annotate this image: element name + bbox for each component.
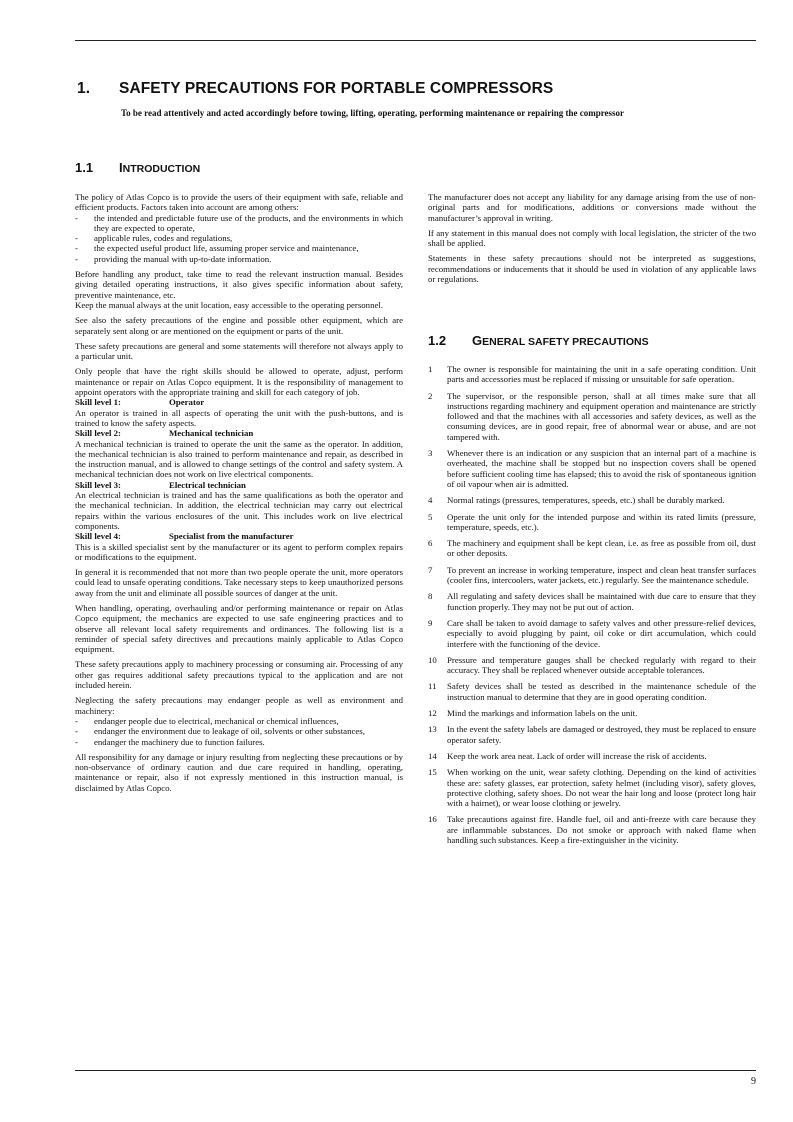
section-heading	[77, 80, 553, 98]
skill-level-heading: Skill level 2: Mechanical technician	[75, 428, 254, 439]
left-column	[75, 192, 403, 798]
product-factor-list	[75, 213, 403, 264]
list-item: - endanger the environment due to leakage of oil, solvents or other substances,	[75, 726, 365, 737]
section-title: SAFETY PRECAUTIONS FOR PORTABLE COMPRESSORS	[119, 80, 554, 97]
precaution-item: 7 To prevent an increase in working temperature, inspect and clean heat transfer surfaces (cooler fins, intercoolers, water jackets, etc.) regularly. See the maintenance schedule.	[428, 564, 756, 586]
intro-paragraph: If any statement in this manual does not comply with local legislation, the stricter of the two shall be applied.	[428, 227, 756, 249]
intro-heading	[75, 160, 200, 175]
skill-level-heading: Skill level 4: Specialist from the manufacturer	[75, 531, 294, 542]
skill-level-heading: Skill level 3: Electrical technician	[75, 479, 246, 490]
list-item: - applicable rules, codes and regulations,	[75, 233, 233, 244]
skill-level-text: An electrical technician is trained and has the same qualifications as both the operator and the mechanical technician. In addition, the electrical technician may carry out electrical repairs within the various enclosures of the unit. This includes work on live electrical components.	[75, 490, 403, 531]
intro-paragraph: In general it is recommended that not more than two people operate the unit, more operators could lead to unsafe operating conditions. Take necessary steps to keep unauthorized persons away from the unit and eliminate all possible sources of danger at the unit.	[75, 567, 403, 598]
list-item: - endanger the machinery due to function failures.	[75, 736, 265, 747]
intro-paragraph: Before handling any product, take time to read the relevant instruction manual. Besides giving detailed operating instructions, it also gives specific information about safety, preventive maintenance, etc.	[75, 269, 403, 300]
intro-paragraph: These safety precautions are general and some statements will therefore not always apply to a particular unit.	[75, 340, 403, 362]
intro-paragraph: Neglecting the safety precautions may endanger people as well as environment and machinery:	[75, 695, 403, 716]
intro-number: 1.1	[75, 160, 94, 175]
intro-paragraph: All responsibility for any damage or injury resulting from neglecting these precautions or by non-observance of ordinary caution and due care required in handling, operating, maintenance or repair, also if not expressly mentioned in this instruction manual, is disclaimed by Atlas Copco.	[75, 751, 403, 793]
precaution-item: 5 Operate the unit only for the intended purpose and within its rated limits (pressure, temperature, speeds, etc.).	[428, 511, 756, 532]
precaution-item: 8 All regulating and safety devices shall be maintained with due care to ensure that they function properly. They may not be put out of action.	[428, 591, 756, 612]
intro-paragraph: Keep the manual always at the unit location, easy accessible to the operating personnel.	[75, 299, 384, 310]
page-number: 9	[751, 1076, 756, 1087]
general-precautions-list	[428, 364, 756, 851]
intro-paragraph: Statements in these safety precautions should not be interpreted as suggestions, recommendations or inducements that it should be used in violation of any applicable laws or regulations.	[428, 253, 756, 285]
precaution-item: 4 Normal ratings (pressures, temperatures, speeds, etc.) shall be durably marked.	[428, 495, 725, 506]
intro-paragraph: Only people that have the right skills should be allowed to operate, adjust, perform maintenance or repair on Atlas Copco equipment. It is the responsibility of management to appoint operators with the appropriate training and skill for each category of job.	[75, 366, 403, 398]
intro-paragraph: These safety precautions apply to machinery processing or consuming air. Processing of any other gas requires additional safety precautions typical to the application and are not included herein.	[75, 659, 403, 691]
list-item: - providing the manual with up-to-date information.	[75, 253, 272, 264]
intro-title-rest: NTRODUCTION	[122, 163, 201, 175]
intro-paragraph: When handling, operating, overhauling and/or performing maintenance or repair on Atlas Copco equipment, the mechanics are expected to use safe engineering practices and to observe all relevant local safety requirements and ordinances. The following list is a reminder of special safety directives and precautions mainly applicable to Atlas Copco equipment.	[75, 602, 403, 655]
precaution-item: 9 Care shall be taken to avoid damage to safety valves and other pressure-relief devices, especially to avoid plugging by paint, oil coke or dirt accumulation, which could interfere with the functioning of the device.	[428, 617, 756, 649]
list-item: - the expected useful product life, assuming proper service and maintenance,	[75, 243, 359, 254]
precaution-item: 10 Pressure and temperature gauges shall be checked regularly with regard to their accuracy. They shall be replaced whenever outside acceptable tolerances.	[428, 654, 756, 676]
intro-paragraph: The manufacturer does not accept any liability for any damage arising from the use of non-original parts and for modifications, additions or conversions made without the manufacturer’s approval in writing.	[428, 192, 756, 223]
general-heading	[428, 333, 649, 348]
list-item: - the intended and predictable future use of the products, and the environments in which they are expected to operate,	[75, 212, 403, 233]
skill-level-text: An operator is trained in all aspects of operating the unit with the push-buttons, and is trained to know the safety aspects.	[75, 407, 403, 428]
precaution-item: 3 Whenever there is an indication or any suspicion that an internal part of a machine is overheated, the machine shall be stopped but no inspection covers shall be opened before sufficient cooling time has elapsed; this to avoid the risk of spontaneous ignition of oil vapour when air is admitted.	[428, 448, 756, 489]
intro-title-first: I	[119, 160, 123, 175]
precaution-item: 2 The supervisor, or the responsible person, shall at all times make sure that all instructions regarding machinery and equipment operation and maintenance are strictly followed and that the machines with all accessories and safety devices, as well as the consuming devices, are in good repair, free of abnormal wear or abuse, and are not tampered with.	[428, 390, 756, 442]
general-number: 1.2	[428, 333, 447, 348]
right-column-intro	[428, 192, 756, 289]
general-title-rest: ENERAL SAFETY PRECAUTIONS	[482, 336, 649, 348]
list-item: - endanger people due to electrical, mechanical or chemical influences,	[75, 715, 339, 726]
precaution-item: 15 When working on the unit, wear safety clothing. Depending on the kind of activities these are: safety glasses, ear protection, safety helmet (including visor), safety gloves, protective clothing, safety shoes. Do not wear the hair long and loose (protect long hair with a hairnet), or wear loose clothing or jewelry.	[428, 767, 756, 809]
skill-level-text: This is a skilled specialist sent by the manufacturer or its agent to perform complex repairs or modifications to the equipment.	[75, 541, 403, 562]
section-subtitle: To be read attentively and acted accordingly before towing, lifting, operating, performing maintenance or repairing the compressor	[121, 108, 625, 118]
endanger-list	[75, 716, 403, 747]
precaution-item: 13 In the event the safety labels are damaged or destroyed, they must be replaced to ensure operator safety.	[428, 724, 756, 745]
precaution-item: 16 Take precautions against fire. Handle fuel, oil and anti-freeze with care because they are inflammable substances. Do not smoke or approach with naked flame when handling such substances. Keep a fire-extinguisher in the vicinity.	[428, 814, 756, 845]
intro-paragraph: The policy of Atlas Copco is to provide the users of their equipment with safe, reliable and efficient products. Factors taken into account are among others:	[75, 192, 403, 213]
section-number: 1.	[77, 80, 91, 97]
precaution-item: 6 The machinery and equipment shall be kept clean, i.e. as free as possible from oil, dust or other deposits.	[428, 538, 756, 559]
intro-paragraph: See also the safety precautions of the engine and possible other equipment, which are separately sent along or are mentioned on the equipment or parts of the unit.	[75, 315, 403, 336]
bottom-rule	[75, 1070, 756, 1071]
precaution-item: 14 Keep the work area neat. Lack of order will increase the risk of accidents.	[428, 750, 707, 761]
general-title-first: G	[472, 333, 483, 348]
skill-level-heading: Skill level 1: Operator	[75, 397, 205, 408]
top-rule	[75, 40, 756, 41]
precaution-item: 11 Safety devices shall be tested as described in the maintenance schedule of the instruction manual to determine that they are in good operating condition.	[428, 681, 756, 702]
skill-level-text: A mechanical technician is trained to operate the unit the same as the operator. In addition, the mechanical technician is also trained to perform maintenance and repair, as described in the instruction manual, and is allowed to change settings of the control and safety system. A mechanical technician does not work on live electrical components.	[75, 438, 403, 480]
precaution-item: 12 Mind the markings and information labels on the unit.	[428, 708, 638, 719]
precaution-item: 1 The owner is responsible for maintaining the unit in a safe operating condition. Unit parts and accessories must be replaced if missing or unsuitable for safe operation.	[428, 364, 756, 385]
